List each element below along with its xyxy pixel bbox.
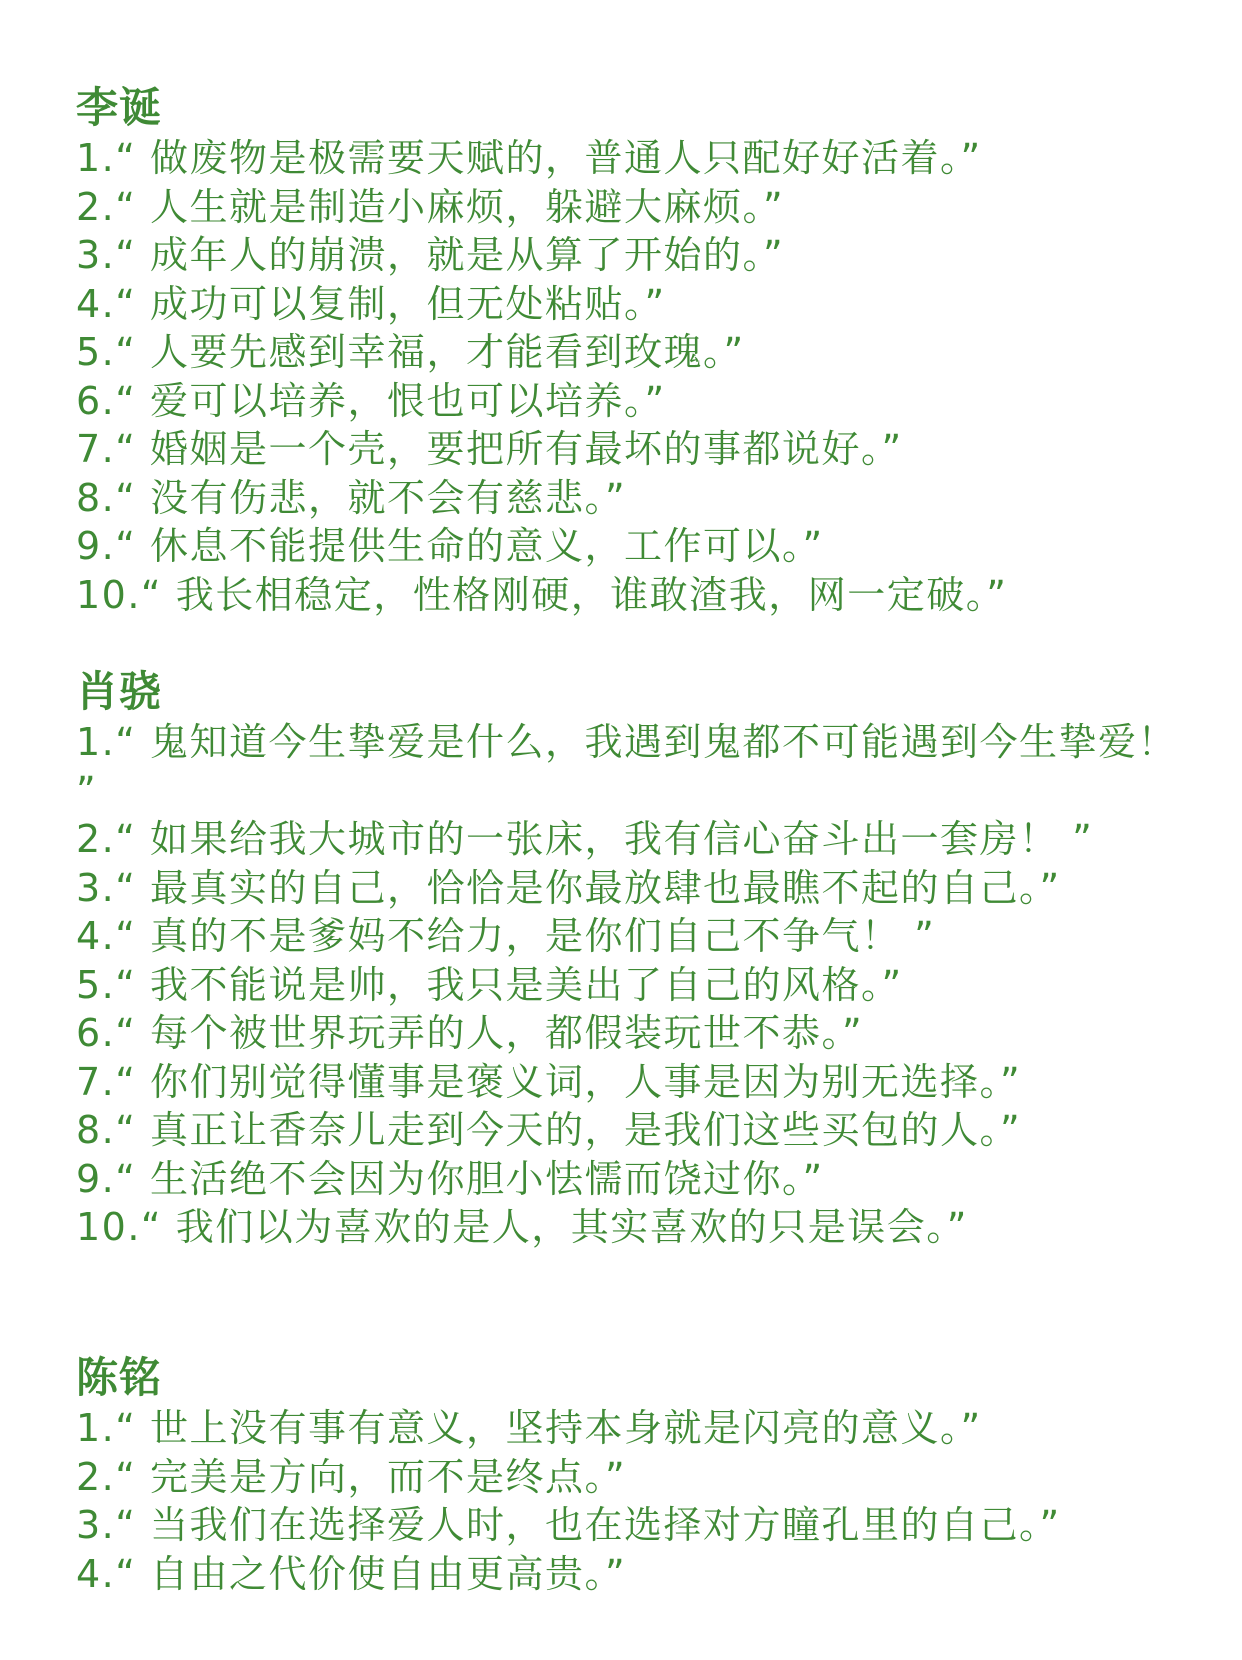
quote-item: 5.“ 人要先感到幸福，才能看到玫瑰。” bbox=[76, 330, 745, 374]
quote-item: 3.“ 成年人的崩溃，就是从算了开始的。” bbox=[76, 233, 785, 277]
quote-item: 9.“ 生活绝不会因为你胆小怯懦而饶过你。” bbox=[76, 1156, 824, 1201]
quote-item: 4.“ 自由之代价使自由更高贵。” bbox=[76, 1551, 627, 1596]
quote-item: 1.“ 鬼知道今生挚爱是什么，我遇到鬼都不可能遇到今生挚爱！ ” bbox=[76, 720, 1178, 813]
quote-section-xiao-xiao bbox=[76, 666, 1206, 1252]
quote-item: 9.“ 休息不能提供生命的意义，工作可以。” bbox=[76, 524, 824, 568]
quote-item: 1.“ 世上没有事有意义，坚持本身就是闪亮的意义。” bbox=[76, 1406, 982, 1450]
quote-list bbox=[76, 134, 1206, 619]
quote-item: 2.“ 完美是方向，而不是终点。” bbox=[76, 1454, 627, 1499]
quote-item: 4.“ 真的不是爹妈不给力，是你们自己不争气！ ” bbox=[76, 914, 936, 958]
quote-item: 7.“ 你们别觉得懂事是褒义词，人事是因为别无选择。” bbox=[76, 1059, 1022, 1104]
quote-item: 4.“ 成功可以复制，但无处粘贴。” bbox=[76, 281, 666, 326]
quote-item: 7.“ 婚姻是一个壳，要把所有最坏的事都说好。” bbox=[76, 427, 903, 471]
quote-item: 10.“ 我们以为喜欢的是人，其实喜欢的只是误会。” bbox=[76, 1205, 968, 1249]
quote-item: 8.“ 真正让香奈儿走到今天的，是我们这些买包的人。” bbox=[76, 1108, 1022, 1152]
section-title: 李诞 bbox=[76, 83, 163, 132]
quote-item: 2.“ 如果给我大城市的一张床，我有信心奋斗出一套房！ ” bbox=[76, 817, 1094, 861]
quote-item: 8.“ 没有伤悲，就不会有慈悲。” bbox=[76, 475, 627, 520]
quote-item: 6.“ 每个被世界玩弄的人，都假装玩世不恭。” bbox=[76, 1011, 864, 1055]
quote-item: 3.“ 当我们在选择爱人时，也在选择对方瞳孔里的自己。” bbox=[76, 1503, 1061, 1547]
quote-section-li-dan bbox=[76, 82, 1206, 619]
quote-section-chen-ming bbox=[76, 1352, 1206, 1598]
section-title: 肖骁 bbox=[76, 667, 163, 716]
quote-item: 2.“ 人生就是制造小麻烦，躲避大麻烦。” bbox=[76, 184, 785, 229]
quote-item: 10.“ 我长相稳定，性格刚硬，谁敢渣我，网一定破。” bbox=[76, 572, 1008, 617]
quote-list bbox=[76, 718, 1206, 1252]
quote-item: 5.“ 我不能说是帅，我只是美出了自己的风格。” bbox=[76, 962, 903, 1007]
quote-list bbox=[76, 1404, 1206, 1598]
section-title: 陈铭 bbox=[76, 1353, 163, 1402]
quote-item: 3.“ 最真实的自己，恰恰是你最放肆也最瞧不起的自己。” bbox=[76, 865, 1061, 910]
quote-item: 6.“ 爱可以培养，恨也可以培养。” bbox=[76, 378, 666, 423]
quote-item: 1.“ 做废物是极需要天赋的，普通人只配好好活着。” bbox=[76, 136, 982, 180]
